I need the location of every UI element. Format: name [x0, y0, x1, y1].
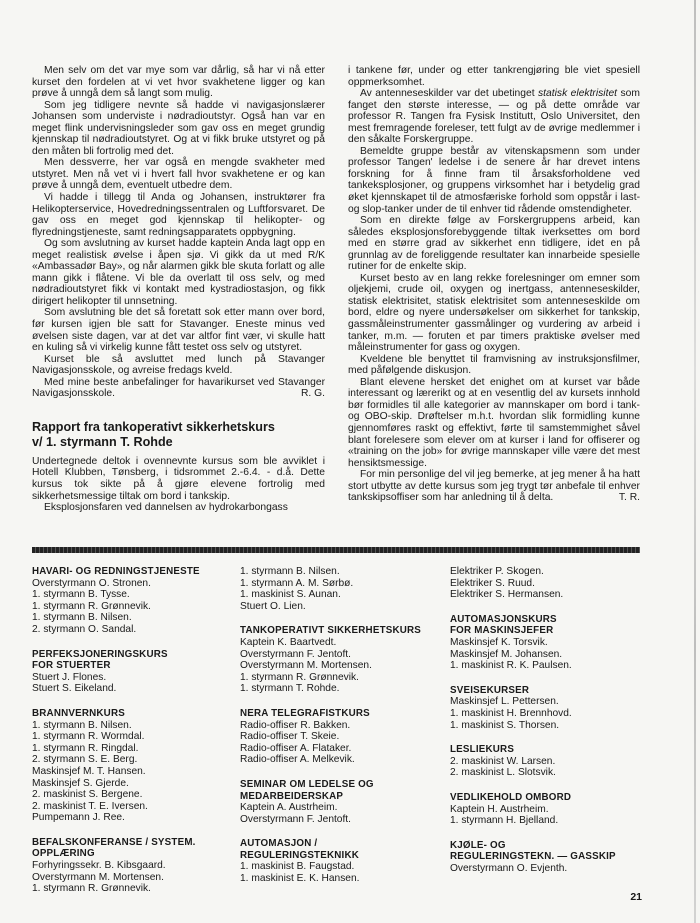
paragraph: Kurset ble så avsluttet med lunch på Stavanger Navigasjonsskole, og avreise fredags kveld. [32, 353, 325, 377]
course-heading-line: OPPLÆRING [32, 848, 95, 860]
course-heading [32, 708, 232, 720]
participant-name: Overstyrmann M. Mortensen. [240, 660, 372, 672]
paragraph: Blant elevene hersket det enighet om at kurset var både interessant og lærerikt og at en vesentlig del av kursets innhold bør formidles til alle kategorier av mannskaper om bord i tank- og OBO-skip. Drøftelser m.h.t. hvordan slik formidling kunne gjennomføres raskt og effektivt, førte til samstemmighet såvel blant forelesere som elever om at kurser i land for offiserer og «training on the job» for øvrige mannskaper ville være det mest hensiktsmessige. [348, 376, 640, 469]
course-heading-line: FOR MASKINSJEFER [450, 625, 554, 637]
participant-name: 1. styrmann B. Nilsen. [32, 612, 132, 624]
participant-name: Overstyrmann O. Stronen. [32, 577, 151, 589]
paragraph: Og som avslutning av kurset hadde kaptein Anda lagt opp en meget realistisk øvelse i åpen sjø. Vi gikk da ut med R/K «Ambassadør Bay», og når alarmen gikk ble skuta forlatt og alle mann gikk i flåtene. Vi ble da overlatt til oss selv, og med nødradioutstyret fikk vi kontakt med kystradiostasjon, og fikk dirigert helikopter til unnsetning. [32, 238, 325, 307]
paragraph: Kurset besto av en lang rekke forelesninger om emner som oljekjemi, crude oil, oxygen og inertgass, antenneseskilder, statisk elektrisitet, statisk elektrisitet som antenneseskilde om bord, eldre og nyere undersøkelser om sikkerhet for tankskip, gassmåleinstrumenter gassmålinger og vurdering av arbeid i tanker, m.m. — foruten et par timers praktiske øvelser med måleinstrumenter for gass og oxygen. [348, 272, 640, 354]
course-heading [32, 649, 232, 672]
participant-name: 2. maskinist W. Larsen. [450, 755, 556, 767]
paragraph: Som jeg tidligere nevnte så hadde vi navigasjonslærer Johansen som underviste i nødradioutstyr. Også han var en meget flink undervisningsleder som gav oss en meget grundig kjennskap til nødradioutstyret. Og at vi fikk bruke utstyret og på den måten bli fortrolig med det. [32, 99, 325, 157]
course-heading [450, 614, 650, 637]
participant-name: Pumpemann J. Ree. [32, 812, 125, 824]
participant-name: 1. maskinist R. K. Paulsen. [450, 660, 572, 672]
course-heading [32, 837, 232, 860]
participant-name: 1. maskinist S. Aunan. [240, 589, 341, 601]
paragraph: Men dessverre, her var også en mengde svakheter med utstyret. Men nå vet vi i hvert fall hvor svakhetene er og kan prøve å unngå dem, eventuelt utbedre dem. [32, 157, 325, 192]
participant-name: 2. maskinist L. Slotsvik. [450, 767, 556, 779]
course-heading-line: LESLIEKURS [450, 744, 515, 756]
paragraph: Av antenneseskilder var det ubetinget statisk elektrisitet som fanget den største interesse, — og på dette område var professor R. Tangen fra Fysisk Institutt, Oslo Universitet, den mest fremragende foreleser, tett fulgt av de øvrige medlemmer i den såkalte Forskergruppe. [348, 88, 640, 146]
participant-name: 1. maskinist B. Faugstad. [240, 861, 355, 873]
participant-name: Radio-offiser T. Skeie. [240, 731, 340, 743]
course-section [240, 625, 440, 695]
paragraph: Bemeldte gruppe består av vitenskapsmenn som under professor Tangen' ledelse i de senere år har drevet intens forskning for å finne fram til årsaksforholdene ved tankeksplosjoner, og gruppens virksomhet har i betydelig grad øket kjennskapet til de atmosfæriske forhold som oppstår i last- og slop-tanker under de til enhver tid rådende omstendigheter. [348, 145, 640, 215]
course-section [32, 708, 232, 824]
course-heading-line: BEFALSKONFERANSE / SYSTEM. [32, 836, 196, 848]
page-edge-mark [694, 0, 696, 923]
participant-name: 1. styrmann B. Tysse. [32, 589, 130, 601]
participant-name: 1. styrmann R. Grønnevik. [240, 671, 359, 683]
course-section [450, 566, 650, 601]
paragraph: i tankene før, under og etter tankrengjøring ble viet spesiell oppmerksomhet. [348, 65, 640, 88]
course-heading-line: NERA TELEGRAFISTKURS [240, 707, 370, 719]
participant-name: 2. maskinist S. Bergene. [32, 789, 143, 801]
participant-name: Overstyrmann F. Jentoft. [240, 813, 351, 825]
paragraph: Kveldene ble benyttet til framvisning av instruksjonsfilmer, med påfølgende diskusjon. [348, 353, 640, 377]
course-heading-line: AUTOMASJON / [240, 838, 318, 850]
participant-name: Elektriker S. Ruud. [450, 577, 535, 589]
participant-name: Overstyrmann F. Jentoft. [240, 648, 351, 660]
participant-name: Stuert S. Eikeland. [32, 683, 117, 695]
participant-name: 2. styrmann O. Sandal. [32, 623, 137, 635]
participant-name: Elektriker S. Hermansen. [450, 589, 564, 601]
right-text-column [348, 65, 640, 504]
roster-column [240, 566, 440, 898]
participant-name: Maskinsjef L. Pettersen. [450, 696, 559, 708]
paragraph: Undertegnede deltok i ovennevnte kursus som ble avviklet i Hotell Klubben, Tønsberg, i tidsrommet 2.-6.4. - d.å. Dette kursus tok sikte på å gjøre elevene fortrolig med sikkerhetsmessige tiltak om bord i tankskip. [32, 455, 325, 502]
course-section [32, 566, 232, 636]
course-section [450, 685, 650, 731]
participant-name: 1. maskinist E. K. Hansen. [240, 873, 360, 885]
participant-name: 1. styrmann B. Nilsen. [240, 566, 340, 577]
participant-name: Stuert J. Flones. [32, 671, 107, 683]
participant-name: 1. styrmann R. Grønnevik. [32, 600, 151, 612]
section-divider [32, 547, 640, 553]
participant-name: Overstyrmann O. Evjenth. [450, 862, 568, 874]
participant-name: Elektriker P. Skogen. [450, 566, 544, 577]
participant-name: 1. maskinist S. Thorsen. [450, 719, 560, 731]
course-section [32, 837, 232, 895]
paragraph-text: For min personlige del vil jeg bemerke, at jeg mener å ha hatt stort utbytte av dette kursus som jeg trygt tør anbefale til enhver tankskipsoffiser som har anledning til å delta. [348, 469, 640, 504]
course-heading [240, 625, 440, 637]
roster-column [450, 566, 650, 887]
participant-name: Forhyringssekr. B. Kibsgaard. [32, 860, 166, 872]
course-heading-line: REGULERINGSTEKNIKK [240, 849, 359, 861]
course-heading [240, 779, 440, 802]
participant-name: 1. styrmann R. Grønnevik. [32, 883, 151, 895]
signature: R. G. [300, 388, 325, 400]
article-title [32, 420, 325, 450]
course-heading-line: BRANNVERNKURS [32, 707, 125, 719]
course-section [240, 708, 440, 766]
participant-name: Radio-offiser A. Flataker. [240, 742, 352, 754]
participant-name: 1. styrmann B. Nilsen. [32, 719, 132, 731]
roster-column [32, 566, 232, 908]
signature: T. R. [618, 492, 640, 504]
course-heading-line: HAVARI- OG REDNINGSTJENESTE [32, 566, 200, 577]
participant-name: Maskinsjef K. Torsvik. [450, 636, 548, 648]
course-heading [450, 685, 650, 697]
participant-name: Overstyrmann M. Mortensen. [32, 871, 164, 883]
course-heading-line: FOR STUERTER [32, 660, 111, 672]
paragraph: Men selv om det var mye som var dårlig, så har vi nå etter kurset den fordelen at vi vet hvor svakhetene ligger og kan prøve å unngå dem så langt som mulig. [32, 65, 325, 100]
paragraph: Som en direkte følge av Forskergruppens arbeid, kan således eksplosjonsforebyggende tiltak iverksettes om bord med en større grad av sikkerhet enn tidligere, idet en på grunnlag av de foreliggende resultater kan innarbeide spesielle rutiner for de enkelte skip. [348, 215, 640, 273]
course-heading-line: PERFEKSJONERINGSKURS [32, 648, 168, 660]
participant-name: 1. styrmann R. Wormdal. [32, 731, 145, 743]
participant-name: 2. maskinist T. E. Iversen. [32, 800, 148, 812]
participant-name: Maskinsjef M. T. Hansen. [32, 765, 146, 777]
paragraph: Som avslutning ble det så foretatt sok etter mann over bord, før kursen igjen ble satt for Stavanger. Eneste minus ved øvelsen siste dagen, var at det var altfor fint vær, vi skulle hatt en kuling så vi virkelig kunne fått testet oss selv og utstyret. [32, 307, 325, 354]
course-section [240, 566, 440, 612]
paragraph-text: Med mine beste anbefalinger for havarikurset ved Stavanger Navigasjonsskole. [32, 376, 325, 400]
course-section [240, 779, 440, 825]
course-heading-line: SVEISEKURSER [450, 684, 530, 696]
participant-name: 1. styrmann H. Bjelland. [450, 815, 559, 827]
course-heading [240, 838, 440, 861]
course-heading-line: SEMINAR OM LEDELSE OG [240, 778, 374, 790]
course-section [450, 614, 650, 672]
course-heading-line: VEDLIKEHOLD OMBORD [450, 791, 572, 803]
course-heading [450, 840, 650, 863]
course-section [240, 838, 440, 884]
paragraph-with-signature [348, 469, 640, 504]
course-heading [240, 708, 440, 720]
participant-name: Maskinsjef S. Gjerde. [32, 777, 129, 789]
course-section [450, 744, 650, 779]
course-heading [32, 566, 232, 578]
participant-name: Kaptein H. Austrheim. [450, 803, 549, 815]
participant-name: 1. maskinist H. Brennhovd. [450, 707, 572, 719]
participant-name: Radio-offiser R. Bakken. [240, 719, 351, 731]
left-text-column [32, 65, 325, 514]
course-section [32, 649, 232, 695]
course-heading-line: MEDARBEIDERSKAP [240, 790, 344, 802]
paragraph: Vi hadde i tillegg til Anda og Johansen, instruktører fra Helikopterservice, Hovedredningssentralen og Luftforsvaret. De gav oss en meget god kjennskap til helikopter- og flyredningstjeneste, samt redningsapparatets oppbygning. [32, 192, 325, 238]
participant-name: 2. styrmann S. E. Berg. [32, 754, 138, 766]
participant-name: Kaptein K. Baartvedt. [240, 636, 337, 648]
article-title-line: Rapport fra tankoperativt sikkerhetskurs [32, 419, 275, 434]
article-byline: v/ 1. styrmann T. Rohde [32, 434, 173, 449]
emphasis: statisk elektrisitet [538, 88, 618, 100]
course-heading-line: REGULERINGSTEKN. — GASSKIP [450, 851, 616, 863]
course-heading [450, 792, 650, 804]
course-heading-line: KJØLE- OG [450, 839, 506, 851]
course-section [450, 840, 650, 875]
course-section [450, 792, 650, 827]
paragraph-with-signature [32, 377, 325, 400]
participant-name: Maskinsjef M. Johansen. [450, 648, 563, 660]
participant-name: 1. styrmann A. M. Sørbø. [240, 577, 354, 589]
paragraph: Eksplosjonsfaren ved dannelsen av hydrokarbongass [44, 502, 288, 514]
course-heading-line: AUTOMASJONSKURS [450, 613, 557, 625]
course-heading [450, 744, 650, 756]
course-heading-line: TANKOPERATIVT SIKKERHETSKURS [240, 625, 422, 637]
participant-name: 1. styrmann R. Ringdal. [32, 742, 139, 754]
participant-name: Stuert O. Lien. [240, 600, 306, 612]
participant-name: Radio-offiser A. Melkevik. [240, 754, 355, 766]
participant-name: 1. styrmann T. Rohde. [240, 683, 340, 695]
page-number: 21 [630, 891, 642, 903]
participant-name: Kaptein A. Austrheim. [240, 802, 338, 814]
